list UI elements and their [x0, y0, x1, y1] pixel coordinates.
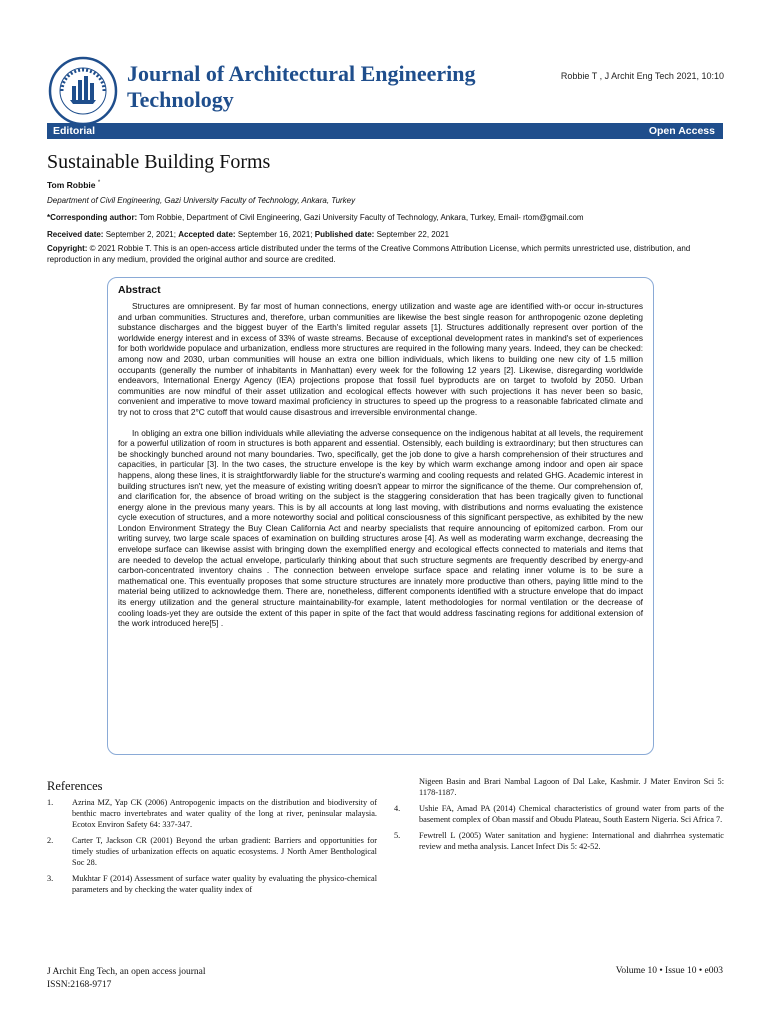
- footer-issn: ISSN:2168-9717: [47, 980, 112, 990]
- reference-item: [47, 797, 377, 830]
- reference-text: Azrina MZ, Yap CK (2006) Antropogenic impacts on the distribution and biodiversity of benthic macro invertebrates and water quality of the long at river, peninsular malaysia. Ecotox Environ Safety 64: 337-347.: [72, 798, 377, 829]
- footer-journal-info: [47, 966, 206, 992]
- reference-text: Carter T, Jackson CR (2001) Beyond the urban gradient: Barriers and opportunities for timely studies of urbanization effects on aquatic ecosystems. J North Amer Benthological Soc 28.: [72, 836, 377, 867]
- reference-item: [47, 835, 377, 868]
- article-type-label: Editorial: [53, 125, 96, 137]
- copyright-text: © 2021 Robbie T. This is an open-access article distributed under the terms of the Creative Commons Attribution License, which permits unrestricted use, distribution, and reproduction in any medium, provided the original author and source are credited.: [47, 244, 691, 264]
- journal-title: Journal of Architectural Engineering Technology: [127, 61, 476, 112]
- affiliation: Department of Civil Engineering, Gazi University Faculty of Technology, Ankara, Turkey: [47, 196, 356, 205]
- copyright: [47, 243, 723, 265]
- references-left-column: [47, 797, 377, 900]
- author-name: Tom Robbie: [47, 180, 96, 190]
- reference-item: [394, 830, 724, 852]
- corresponding-label: *Corresponding author:: [47, 213, 138, 222]
- reference-number: 1.: [47, 798, 54, 807]
- reference-number: 5.: [394, 831, 401, 840]
- open-access-label: Open Access: [648, 125, 715, 137]
- accepted-value: September 16, 2021;: [237, 230, 313, 239]
- references-right-column: [394, 776, 724, 857]
- reference-text: Ushie FA, Amad PA (2014) Chemical characteristics of ground water from parts of the basement complex of Oban massif and Obudu Plateau, South Eastern Nigeria. Sci Africa 7.: [419, 804, 724, 824]
- reference-continuation: Nigeen Basin and Brari Nambal Lagoon of Dal Lake, Kashmir. J Mater Environ Sci 5: 1178-1187.: [419, 777, 724, 797]
- accepted-label: Accepted date:: [178, 230, 236, 239]
- author-mark: *: [97, 180, 101, 187]
- author-line: [47, 180, 100, 190]
- reference-text: Mukhtar F (2014) Assessment of surface water quality by evaluating the physico-chemical parameters and by checking the water quality index of: [72, 874, 377, 894]
- received-label: Received date:: [47, 230, 104, 239]
- reference-item: [394, 803, 724, 825]
- dates-line: [47, 229, 723, 240]
- reference-number: 3.: [47, 874, 54, 883]
- article-title: Sustainable Building Forms: [47, 151, 271, 173]
- abstract-paragraph: Structures are omnipresent. By far most of human connections, energy utilization and waste age are identified with-or occur in-structures and urban communities. Structures and, therefore, urban communities are likewise the best single reason for anthropogenic ozone depleting substance discharges and the biggest buyer of the Earth's limited regular assets [1]. Structures additionally represent over portion of the worldwide energy interest and in excess of 33% of waste streams. Because of exceptional development rates in mankind's set of experiences for both worldwide populace and urbanization, endless more structures are required in the following many years. Indeed, they can be checked: among now and 2030, urban communities will house an extra one billion individuals, which likens to building one new city of 1.5 million occupants (generally the number of inhabitants in Manhattan) every week for the following 12 years [2]. Likewise, disregarding worldwide endeavors, International Energy Agency (IEA) projections propose that fossil fuel byproducts are on target to twofold by 2050. Urban communities are now mindful of their asset utilization and ecological effects however with such projections it has never been so basic, convenient and imperative to move toward maximal proficiency in structures to speed up the progress to a reasonable fabricated climate and try not to cross that 2°C cutoff that would cause disastrous and irreversible environmental change.: [118, 301, 643, 417]
- references-heading: References: [47, 779, 103, 793]
- reference-item: [47, 873, 377, 895]
- published-value: September 22, 2021: [376, 230, 450, 239]
- copyright-label: Copyright:: [47, 244, 88, 253]
- reference-text: Fewtrell L (2005) Water sanitation and hygiene: International and diahrrhea systematic review and metha analysis. Lancet Infect Dis 5: 42-52.: [419, 831, 724, 851]
- abstract-heading: Abstract: [118, 284, 161, 296]
- abstract-paragraph: In obliging an extra one billion individuals while alleviating the adverse consequence on the indigenous habitat at all levels, the requirement for a powerful utilization of room in structures is both apparent and essential. Ostensibly, each building is extraordinary; but then structures can be shockingly bunched around not many boundaries. Two, specifically, get the job done to give a harsh comprehension of their structures and capacities, in particular [3]. In the two cases, the structure envelope is the key by which warm exchange among indoor and open air space happens, along these lines, it is straightforwardly liable for the structure's warming and cooling requests and related GHG. Academic interest in building structures isn't new, yet the measure of existing writing doesn't appear to mirror the significance of the theme. Our comprehension of, and clarification for, the absence of broad writing on the subject is the staggering consideration that has been tragically given to functional energy alone in the previous many years. This is by all accounts at long last moving, with distributions and norms evaluating the existence cycle execution of structures, and a more noteworthy social and political consciousness of this significant perspective, as exhibited by the new London Environment Strategy the Buy Clean California Act and nearby specialists that require announcing of epitomized carbon. From our writing survey, two large scale spaces of examination on building structures arose [4]. As well as moderating warm exchange, decreasing the envelope surface can likewise assist with bringing down the exemplified energy and ecological effects connected to materials and items that are needed to develop the actual envelope, particularly thinking about that such structure segments are frequently described by energy-and carbon-concentrated inventory chains . The connection between envelope surface space and relating inner volume is to be sure a mathematical one. This eventually proposes that some structure structures are innately more productive than others, paying little mind to the material being utilized to acknowledge them. There are, nonetheless, different components identified with a structure envelope that do impact its energy utilization and the general structure maintainability-for example, latent methodologies for normal ventilation or the decrease of cooling loads-yet they are outside the extent of this paper in spite of the fact that would address fascinating regions for additional extension of the work introduced here[5] .: [118, 427, 643, 629]
- reference-number: 4.: [394, 804, 401, 813]
- journal-logo: [48, 56, 118, 126]
- abstract-box: [107, 277, 654, 755]
- article-type-bar: [47, 123, 723, 139]
- reference-number: 2.: [47, 836, 54, 845]
- published-label: Published date:: [314, 230, 375, 239]
- corresponding-author: [47, 212, 723, 223]
- citation: Robbie T , J Archit Eng Tech 2021, 10:10: [560, 71, 724, 81]
- footer-volume: Volume 10 • Issue 10 • e003: [615, 966, 723, 976]
- corresponding-text: Tom Robbie, Department of Civil Engineering, Gazi University Faculty of Technology, Ankara, Turkey, Email- rtom@gmail.com: [139, 213, 584, 222]
- footer-journal: J Archit Eng Tech, an open access journal: [47, 967, 206, 977]
- received-value: September 2, 2021;: [105, 230, 176, 239]
